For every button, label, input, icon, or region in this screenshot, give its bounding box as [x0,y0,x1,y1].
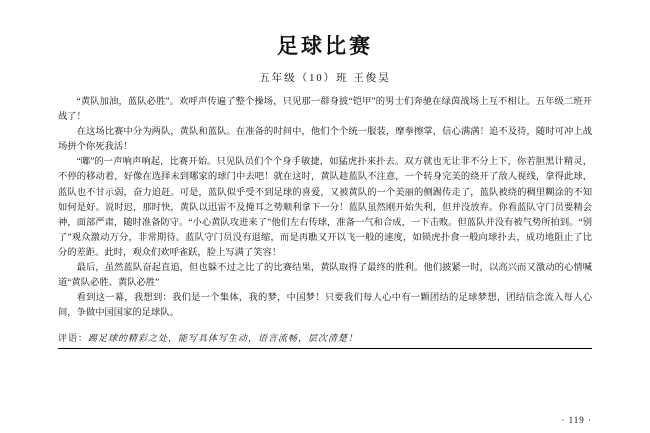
paragraph: 在这场比赛中分为两队，黄队和蓝队。在准备的时间中，他们个个统一服装，摩拳擦掌，信心满满！追不及待，随时可冲上战场拼个你死我活！ [58,127,592,153]
paragraph: “黄队加油，蓝队必胜”。欢呼声传遍了整个操场，只见那一群身披“铠甲”的男士们奔驰在绿茵战场上互不相让。五年级二班开战了！ [58,97,592,123]
comment-label: 评语： [58,333,89,344]
page-title: 足球比赛 [277,35,373,58]
comment-divider [58,348,592,349]
paragraph: 最后，虽然蓝队奋起直追，但也躲不过之比了的比赛结果，黄队取得了最终的胜利。他们披紧一时，以高兴而又激动的心情喊道“黄队必胜、黄队必胜” [58,263,592,289]
paragraph: 看到这一幕，我想到：我们是一个集体，我的梦，中国梦！只要我们每人心中有一颗团结的足球梦想，团结信念流入每人心间，争做中国国家的足球队。 [58,293,592,319]
paragraph: “嘟”的一声响声响起，比赛开始。只见队员们个个身手敏捷，如猛虎扑来扑去。双方就也无让非不分上下，你若胆黑计精灵，不停的移动着，好像在选择未到哪家的球门中去吧！就在这时，黄队趁蓝队不注意，一个转身完美的绕开了敌人视线，拿得此球，蓝队也不甘示弱，奋力追赶。可是，蓝队似乎受不到足球的喜爱，又被黄队的一个美丽的侧踢传走了，蓝队被绕的稠里糊涂的不知如何是好。说时迟，那时快，黄队以迅雷不及掩耳之势顺利拿下一分！蓝队虽然刚开始失利，但并没放弃。你看蓝队守门员要精会神，面部严肃，随时准备防守。“小心黄队攻进来了”他们左右传球，准备一气和合成，一下击败。但蓝队并没有被气势所拍到。“别了”观众激动万分，非常期待。蓝队守门员没有退缩，而是再瞧又开以飞一般的速度，如锁虎扑食一般向球扑去，成功地阻止了比分的差距。此时，观众们欢呼雀跃，脸上写满了笑容！ [58,157,592,258]
comment-text: 踢足球的精彩之处，能写具体写生动，语言流畅，层次清楚！ [88,333,359,344]
teacher-comment [58,331,592,345]
page-number: · 119 · [561,415,592,425]
byline: 五年级（10）班 王俊昊 [259,73,391,84]
article-body [58,95,592,321]
